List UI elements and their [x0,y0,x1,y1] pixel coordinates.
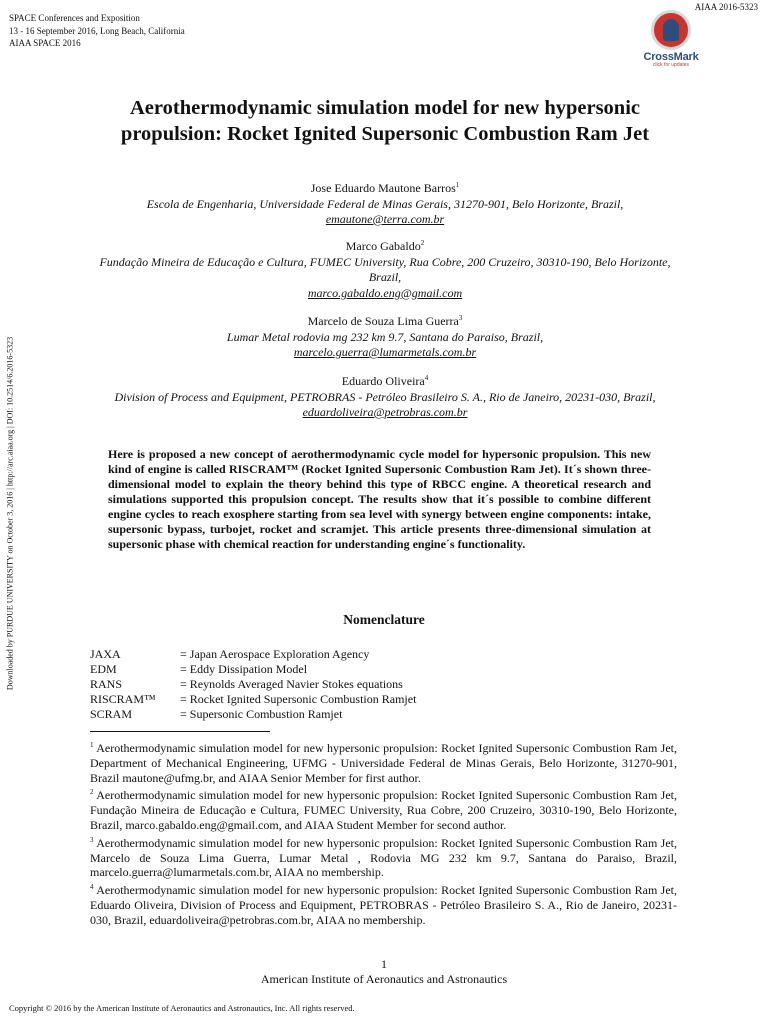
nomenclature-def: = Supersonic Combustion Ramjet [180,707,343,721]
conference-line: 13 - 16 September 2016, Long Beach, California [9,25,185,36]
crossmark-label: CrossMark [643,51,699,63]
author-mark: 2 [420,239,425,247]
abstract: Here is proposed a new concept of aerothermodynamic cycle model for hypersonic propulsion. This new kind of engine is called RISCRAM™ (Rocket Ignited Supersonic Combustion Ram Jet). It´s shown three-dimensional model to explain the theory behind this type of RBCC engine. A theoretical research and simulations supported this propulsion concept. The results show that it´s possible to combine different engine cycles to reach exosphere starting from sea level with synergy between engine components: intake, supersonic bypass, turbojet, rocket and scramjet. This article presents three-dimensional simulation at supersonic phase with chemical reaction for understanding engine´s functionality. [108,447,651,551]
author-3 [80,311,690,361]
author-affiliation: Fundação Mineira de Educação e Cultura, FUMEC University, Rua Cobre, 200 Cruzeiro, 30310-190, Belo Horizonte, Brazil, [99,254,671,284]
crossmark-sub: click for updates [652,62,690,68]
author-4 [70,371,700,421]
nomenclature-def: = Rocket Ignited Supersonic Combustion Ramjet [180,692,417,706]
nomenclature-item [90,707,416,722]
download-watermark: Downloaded by PURDUE UNIVERSITY on October 3, 2016 | http://arc.aiaa.org | DOI: 10.2514/6.2016-5323 [5,336,15,691]
footnote-mark: 2 [90,788,94,797]
nomenclature-heading: Nomenclature [343,612,425,627]
author-2 [80,236,690,301]
footnote-divider [90,731,270,732]
nomenclature-list [90,647,416,722]
author-name: Marcelo de Souza Lima Guerra [307,314,459,328]
conference-line: AIAA SPACE 2016 [9,38,81,48]
author-mark: 3 [458,314,463,322]
author-email[interactable]: emautone@terra.com.br [325,212,445,226]
author-mark: 1 [455,181,460,189]
nomenclature-def: = Reynolds Averaged Navier Stokes equations [180,677,403,691]
page-number: 1 [381,957,387,971]
author-name: Marco Gabaldo [345,239,421,253]
copyright: Copyright © 2016 by the American Institute of Aeronautics and Astronautics, Inc. All rights reserved. [9,1003,355,1013]
footnote-text: Aerothermodynamic simulation model for new hypersonic propulsion: Rocket Ignited Supersonic Combustion Ram Jet, Marcelo de Souza Lima Guerra, Lumar Metal , Rodovia MG 232 km 9.7, Santana do Paraiso, Brazil, marcelo.guerra@lumarmetals.com.br, AIAA no membership. [90,835,677,880]
author-name: Jose Eduardo Mautone Barros [310,181,456,195]
title-line: propulsion: Rocket Ignited Supersonic Combustion Ram Jet [120,123,650,145]
nomenclature-item [90,677,416,692]
author-affiliation: Division of Process and Equipment, PETROBRAS - Petróleo Brasileiro S. A., Rio de Janeiro, 20231-030, Brazil, [114,389,656,404]
footnote-text: Aerothermodynamic simulation model for new hypersonic propulsion: Rocket Ignited Supersonic Combustion Ram Jet, Eduardo Oliveira, Division of Process and Equipment, PETROBRAS - Petróleo Brasileiro S. A., Rio de Janeiro, 20231-030, Brazil, eduardoliveira@petrobras.com.br, AIAA no membership. [90,883,677,927]
footnote [90,833,677,880]
nomenclature-term: JAXA [90,647,121,661]
footnote-mark: 1 [90,741,94,749]
author-email[interactable]: marcelo.guerra@lumarmetals.com.br [293,345,477,359]
nomenclature-term: SCRAM [90,707,133,721]
footnote [90,880,677,927]
paper-id: AIAA 2016-5323 [694,2,758,12]
nomenclature-def: = Eddy Dissipation Model [180,662,308,676]
conference-info [9,12,185,50]
author-email[interactable]: marco.gabaldo.eng@gmail.com [307,285,463,300]
author-email[interactable]: eduardoliveira@petrobras.com.br [302,405,468,419]
author-1 [80,178,690,228]
footnote-mark: 3 [90,835,94,844]
footnote-text: Aerothermodynamic simulation model for new hypersonic propulsion: Rocket Ignited Supersonic Combustion Ram Jet, Fundação Mineira de Educação e Cultura, FUMEC University, Rua Cobre, 200 Cruzeiro, 30310-190, Belo Horizonte, Brazil, marco.gabaldo.eng@gmail.com, and AIAA Student Member for second author. [90,788,677,832]
paper-title [60,95,710,147]
footnotes [90,738,677,928]
nomenclature-term: EDM [90,662,117,676]
author-affiliation: Lumar Metal rodovia mg 232 km 9.7, Santana do Paraiso, Brazil, [226,329,544,344]
author-mark: 4 [424,374,429,382]
footnote-mark: 4 [90,883,94,892]
nomenclature-term: RANS [90,677,123,691]
footnote [90,785,677,832]
author-name: Eduardo Oliveira [341,374,425,388]
nomenclature-def: = Japan Aerospace Exploration Agency [180,647,370,661]
nomenclature-item [90,692,416,707]
crossmark-icon [651,10,691,50]
conference-line: SPACE Conferences and Exposition [9,13,140,23]
footnote-text: Aerothermodynamic simulation model for new hypersonic propulsion: Rocket Ignited Supersonic Combustion Ram Jet, Department of Mechanical Engineering, UFMG - Universidade Federal de Minas Gerais, Belo Horizonte, 31270-901, Brazil mautone@ufmg.br, and AIAA Senior Member for first author. [90,741,677,785]
footer-organization: American Institute of Aeronautics and Astronautics [260,972,508,986]
nomenclature-item [90,647,416,662]
nomenclature-item [90,662,416,677]
author-affiliation: Escola de Engenharia, Universidade Federal de Minas Gerais, 31270-901, Belo Horizonte, Brazil, [146,196,624,211]
crossmark-badge[interactable] [640,10,702,68]
title-line: Aerothermodynamic simulation model for new hypersonic [129,97,640,119]
nomenclature-term: RISCRAM™ [90,692,156,706]
footnote [90,738,677,785]
